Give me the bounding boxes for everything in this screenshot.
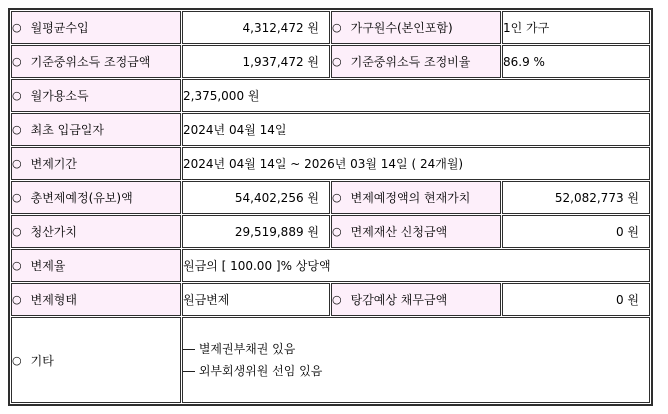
row-label: 가구원수(본인포함) (350, 21, 453, 35)
circle-bullet-icon: ○ (12, 21, 22, 34)
row-label: 기준중위소득 조정비율 (350, 55, 471, 69)
table-row-repayment-rate (11, 249, 650, 282)
row-label: 최초 입금일자 (30, 123, 104, 137)
circle-bullet-icon: ○ (12, 191, 22, 204)
value-present-value-of-repayment: 52,082,773 원 (502, 181, 650, 214)
repayment-plan-table (8, 8, 653, 406)
label-present-value-of-repayment (331, 181, 501, 214)
row-label: 월평균수입 (30, 21, 89, 35)
table-row-repayment-form (11, 283, 650, 316)
table-row-total-expected-repayment (11, 181, 650, 214)
table-row-etc (11, 317, 650, 403)
row-label: 총변제예정(유보)액 (30, 191, 133, 205)
value-median-income-adjust-ratio: 86.9 % (502, 45, 650, 78)
value-etc (182, 317, 650, 403)
value-household-members: 1인 가구 (502, 11, 650, 44)
value-median-income-adjust-amount: 1,937,472 원 (182, 45, 330, 78)
row-label: 변제예정액의 현재가치 (350, 191, 471, 205)
table-row-median-income-adjustment (11, 45, 650, 78)
value-total-expected-repayment: 54,402,256 원 (182, 181, 330, 214)
value-exempt-property-request: 0 원 (502, 215, 650, 248)
circle-bullet-icon: ○ (12, 55, 22, 68)
etc-item-secured-claim: ― 별제권부채권 있음 (183, 341, 296, 356)
value-repayment-period: 2024년 04월 14일 ~ 2026년 03월 14일 ( 24개월) (182, 147, 650, 180)
table-row-monthly-income (11, 11, 650, 44)
circle-bullet-icon: ○ (12, 89, 22, 102)
value-expected-debt-relief: 0 원 (502, 283, 650, 316)
row-label: 기준중위소득 조정금액 (30, 55, 151, 69)
row-label: 변제기간 (30, 157, 77, 171)
label-exempt-property-request (331, 215, 501, 248)
circle-bullet-icon: ○ (12, 353, 22, 367)
table-row-monthly-disposable-income (11, 79, 650, 112)
label-median-income-adjust-amount (11, 45, 181, 78)
value-repayment-form: 원금변제 (182, 283, 330, 316)
circle-bullet-icon: ○ (332, 21, 342, 34)
row-label: 변제율 (30, 259, 66, 273)
label-repayment-form (11, 283, 181, 316)
label-household-members (331, 11, 501, 44)
circle-bullet-icon: ○ (332, 55, 342, 68)
row-label: 청산가치 (30, 225, 77, 239)
value-liquidation-value: 29,519,889 원 (182, 215, 330, 248)
row-label: 탕감예상 채무금액 (350, 293, 448, 307)
circle-bullet-icon: ○ (332, 191, 342, 204)
row-label: 월가용소득 (30, 89, 89, 103)
label-monthly-disposable-income (11, 79, 181, 112)
label-etc (11, 317, 181, 403)
value-monthly-average-income: 4,312,472 원 (182, 11, 330, 44)
table-row-liquidation-value (11, 215, 650, 248)
circle-bullet-icon: ○ (332, 225, 342, 238)
row-label: 변제형태 (30, 293, 77, 307)
row-label: 면제재산 신청금액 (350, 225, 448, 239)
label-liquidation-value (11, 215, 181, 248)
label-repayment-rate (11, 249, 181, 282)
circle-bullet-icon: ○ (12, 225, 22, 238)
table-row-repayment-period (11, 147, 650, 180)
value-first-deposit-date: 2024년 04월 14일 (182, 113, 650, 146)
label-repayment-period (11, 147, 181, 180)
label-monthly-average-income (11, 11, 181, 44)
circle-bullet-icon: ○ (12, 293, 22, 306)
circle-bullet-icon: ○ (12, 259, 22, 272)
row-label: 기타 (30, 353, 54, 368)
label-first-deposit-date (11, 113, 181, 146)
label-expected-debt-relief (331, 283, 501, 316)
circle-bullet-icon: ○ (12, 157, 22, 170)
etc-item-external-trustee: ― 외부회생위원 선임 있음 (183, 363, 323, 378)
table-row-first-deposit-date (11, 113, 650, 146)
value-repayment-rate: 원금의 [ 100.00 ]% 상당액 (182, 249, 650, 282)
label-median-income-adjust-ratio (331, 45, 501, 78)
circle-bullet-icon: ○ (332, 293, 342, 306)
label-total-expected-repayment (11, 181, 181, 214)
value-monthly-disposable-income: 2,375,000 원 (182, 79, 650, 112)
circle-bullet-icon: ○ (12, 123, 22, 136)
